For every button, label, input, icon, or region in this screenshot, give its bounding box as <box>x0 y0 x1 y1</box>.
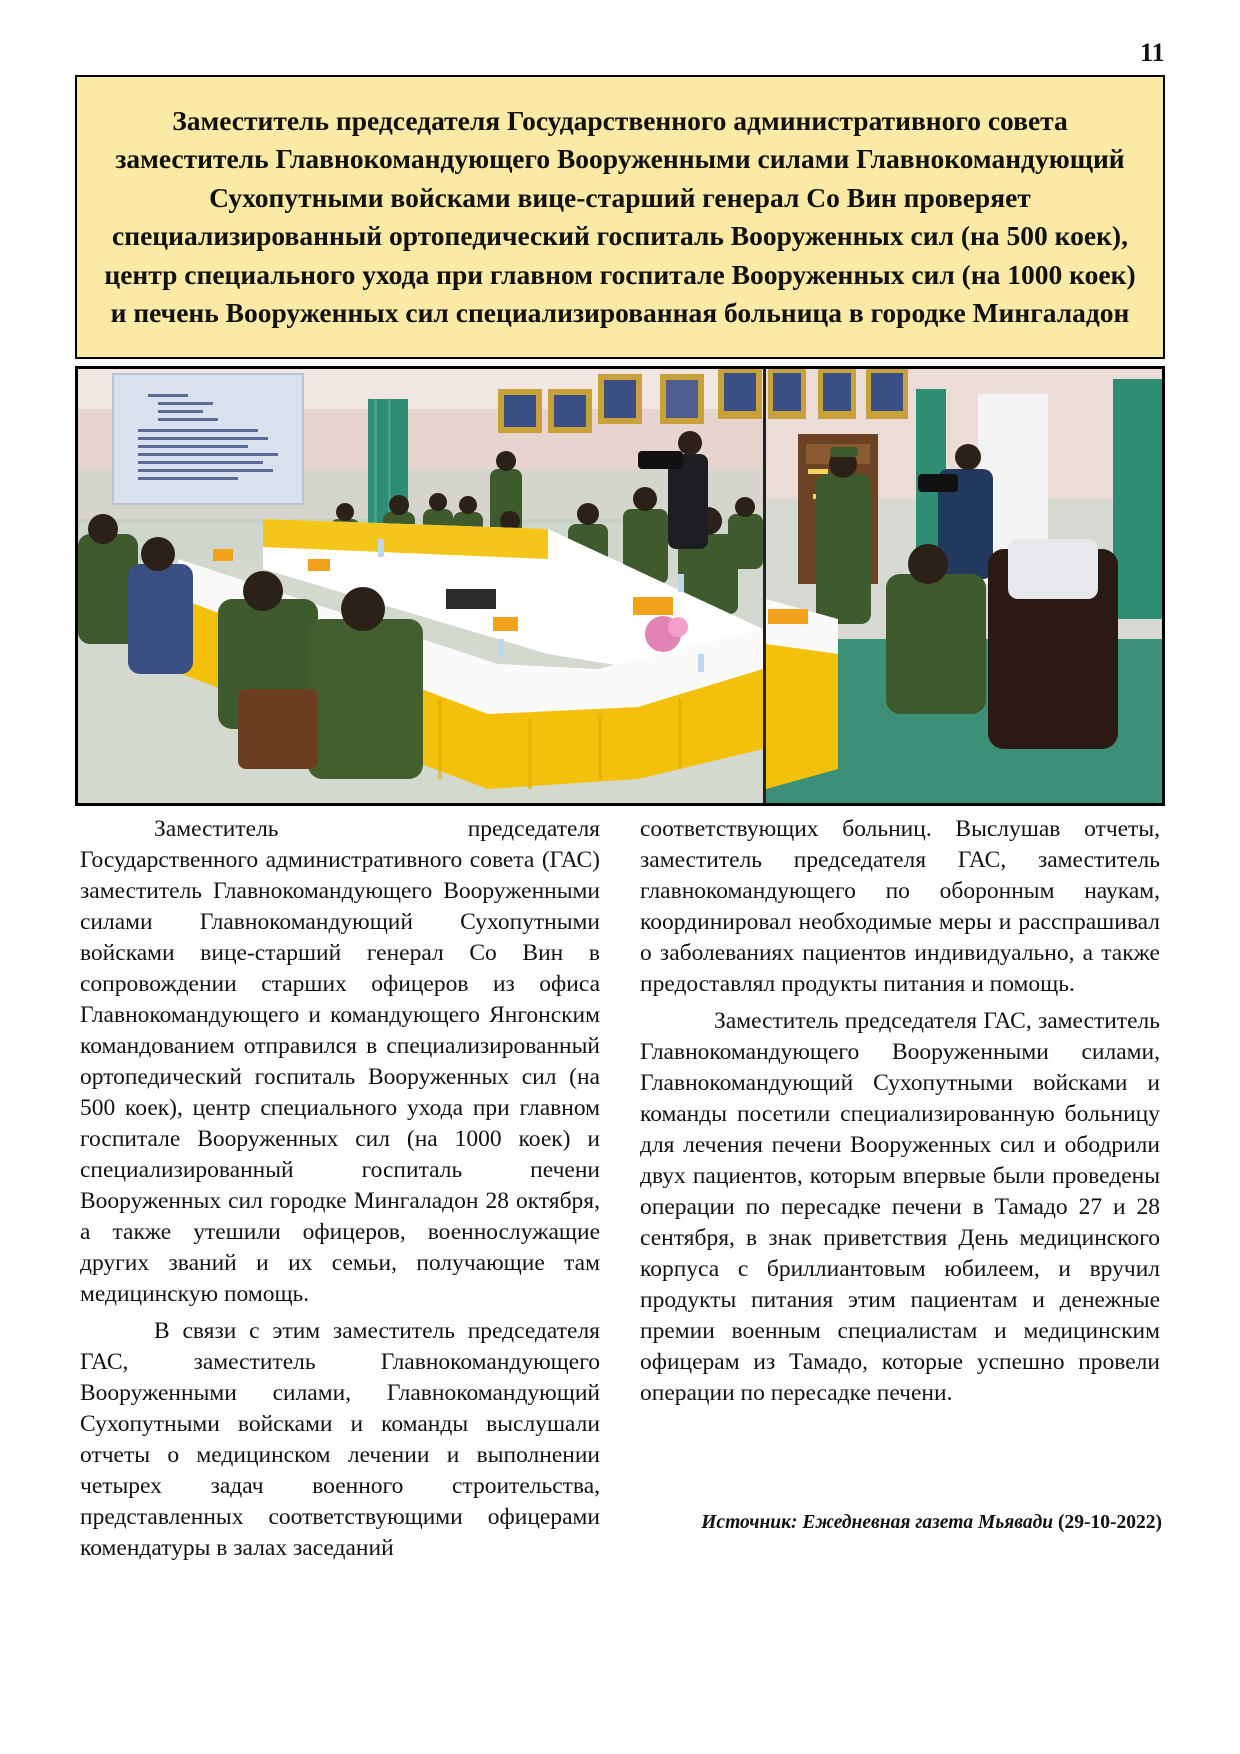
source-credit <box>640 1512 1162 1534</box>
source-date: (29-10-2022) <box>1058 1512 1162 1533</box>
article-paragraph-1: Заместитель председателя Государственного административного совета (ГАС) заместитель Главнокомандующего Вооруженными силами Главнокомандующий Сухопутными войсками вице-старший генерал Со Вин в сопровождении старших офицеров из офиса Главнокомандующего и командующего Янгонским командованием отправился в специализированный ортопедический госпиталь Вооруженных сил (на 500 коек), центр специального ухода при главном госпитале Вооруженных сил (на 1000 коек) и специализированный госпиталь печени Вооруженных сил городке Мингаладон 28 октября, а также утешили офицеров, военнослужащие других званий и их семьи, получающие там медицинскую помощь. <box>80 816 600 1307</box>
article-paragraph-3: Заместитель председателя ГАС, заместитель Главнокомандующего Вооруженными силами, Главнокомандующий Сухопутными войсками и команды посетили специализированную больницу для лечения печени Вооруженных сил и ободрили двух пациентов, которым впервые были проведены операции по пересадке печени в Тамадо 27 и 28 сентября, в знак приветствия День медицинского корпуса с бриллиантовым юбилеем, и вручил продукты питания этим пациентам и денежные премии военным специалистам и медицинским офицерам из Тамадо, которые успешно провели операции по пересадке печени. <box>640 1008 1160 1406</box>
meeting-room-photo <box>78 369 1162 803</box>
article-column-left <box>80 814 600 1570</box>
headline-box <box>75 75 1165 359</box>
page-number: 11 <box>1140 38 1165 67</box>
source-label: Источник: Ежедневная газета Мьявади <box>701 1512 1054 1533</box>
article-column-right <box>640 814 1160 1415</box>
article-paragraph-2-start: В связи с этим заместитель председателя ГАС, заместитель Главнокомандующего Вооруженными силами, Главнокомандующий Сухопутными войсками и команды выслушали отчеты о медицинском лечении и выполнении четырех задач военного строительства, представленных соответствующими офицерами комендатуры в залах заседаний <box>80 1318 600 1561</box>
article-paragraph-2-end: соответствующих больниц. Выслушав отчеты, заместитель председателя ГАС, заместитель главнокомандующего по оборонным наукам, координировал необходимые меры и расспрашивал о заболеваниях пациентов индивидуально, а также предоставлял продукты питания и помощь. <box>640 816 1160 997</box>
headline: Заместитель председателя Государственного административного совета заместитель Главнокомандующего Вооруженными силами Главнокомандующий Сухопутными войсками вице-старший генерал Со Вин проверяет специализированный ортопедический госпиталь Вооруженных сил (на 500 коек), центр специального ухода при главном госпитале Вооруженных сил (на 1000 коек) и печень Вооруженных сил специализированная больница в городке Мингаладон <box>104 104 1136 328</box>
news-photo <box>75 366 1165 806</box>
